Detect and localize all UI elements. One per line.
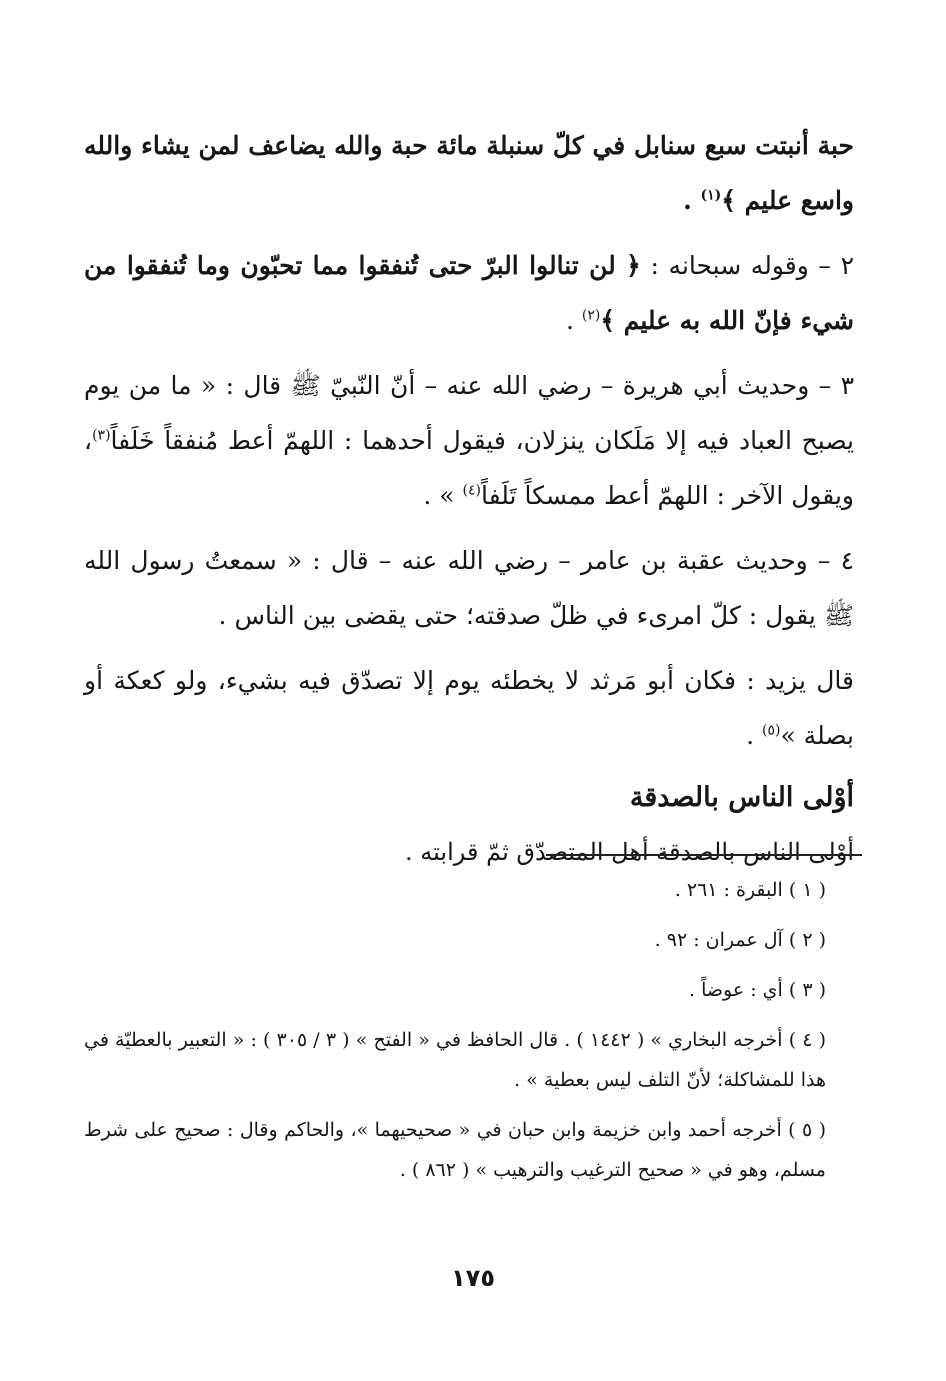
section-heading: أوْلى الناس بالصدقة — [629, 782, 854, 813]
footnote-ref-2[interactable]: (٢) — [581, 307, 601, 324]
footnote-3: ( ٣ ) أي : عوضاً . — [689, 979, 826, 1001]
paragraph-item-2 — [84, 238, 854, 348]
footnote-5: ( ٥ ) أخرجه أحمد وابن خزيمة وابن حبان في « صحيحيهما »، والحاكم وقال : صحيح على شرط مسلم، وهو في « صحيح الترغيب والترهيب » ( ٨٦٢ ) . — [84, 1119, 826, 1181]
paragraph-item-3 — [84, 358, 854, 523]
footnote-divider — [546, 854, 862, 856]
sentence-end: . — [566, 306, 582, 335]
item-2-lead: ٢ – وقوله سبحانه : — [640, 251, 854, 280]
footnote-1: ( ١ ) البقرة : ٢٦١ . — [674, 879, 826, 901]
yazid-text: قال يزيد : فكان أبو مَرثد لا يخطئه يوم إلا تصدّق فيه بشيء، ولو كعكة أو بصلة » — [84, 666, 854, 750]
item-3-text-cont: ، ويقول الآخر : اللهمّ أعط ممسكاً تَلَفاً — [84, 426, 854, 510]
item-3-text: ٣ – وحديث أبي هريرة – رضي الله عنه – أنّ النّبيّ ﷺ قال : « ما من يوم يصبح العباد فيه إلا مَلَكان ينزلان، فيقول أحدهما : اللهمّ أعط مُنفقاً خَلَفاً — [84, 371, 854, 455]
item-4-text: ٤ – وحديث عقبة بن عامر – رضي الله عنه – قال : « سمعتُ رسول الله ﷺ يقول : كلّ امرىء في ظلّ صدقته؛ حتى يقضى بين الناس . — [84, 546, 854, 630]
paragraph-item-4 — [84, 533, 854, 643]
paragraph-yazid — [84, 653, 854, 763]
section-intro: أوْلى الناس بالصدقة أهل المتصدّق ثمّ قرابته . — [405, 838, 854, 866]
footnote-4: ( ٤ ) أخرجه البخاري » ( ١٤٤٢ ) . قال الحافظ في « الفتح » ( ٣ / ٣٠٥ ) : « التعبير بالعطيّة في هذا للمشاكلة؛ لأنّ التلف ليس بعطية » . — [84, 1029, 827, 1091]
footnote-ref-3[interactable]: (٣) — [92, 427, 111, 444]
footnote-ref-1[interactable]: (١) — [700, 187, 722, 204]
footnote-2: ( ٢ ) آل عمران : ٩٢ . — [654, 929, 826, 951]
paragraph-ayah-continuation — [84, 118, 854, 228]
sentence-end: . — [746, 721, 762, 750]
page-body — [84, 118, 854, 877]
sentence-end: . — [683, 186, 701, 215]
footnotes — [84, 870, 854, 1200]
footnote-ref-5[interactable]: (٥) — [761, 722, 781, 739]
ayah-text: حبة أنبتت سبع سنابل في كلّ سنبلة مائة حبة والله يضاعف لمن يشاء والله واسع عليم ﴾ — [84, 131, 854, 215]
item-2-ayah: ﴿ لن تنالوا البرّ حتى تُنفقوا مما تحبّون وما تُنفقوا من شيء فإنّ الله به عليم ﴾ — [84, 251, 854, 335]
sentence-end: » . — [423, 481, 463, 510]
footnote-ref-4[interactable]: (٤) — [462, 482, 482, 499]
page-number: ١٧٥ — [451, 1264, 495, 1292]
